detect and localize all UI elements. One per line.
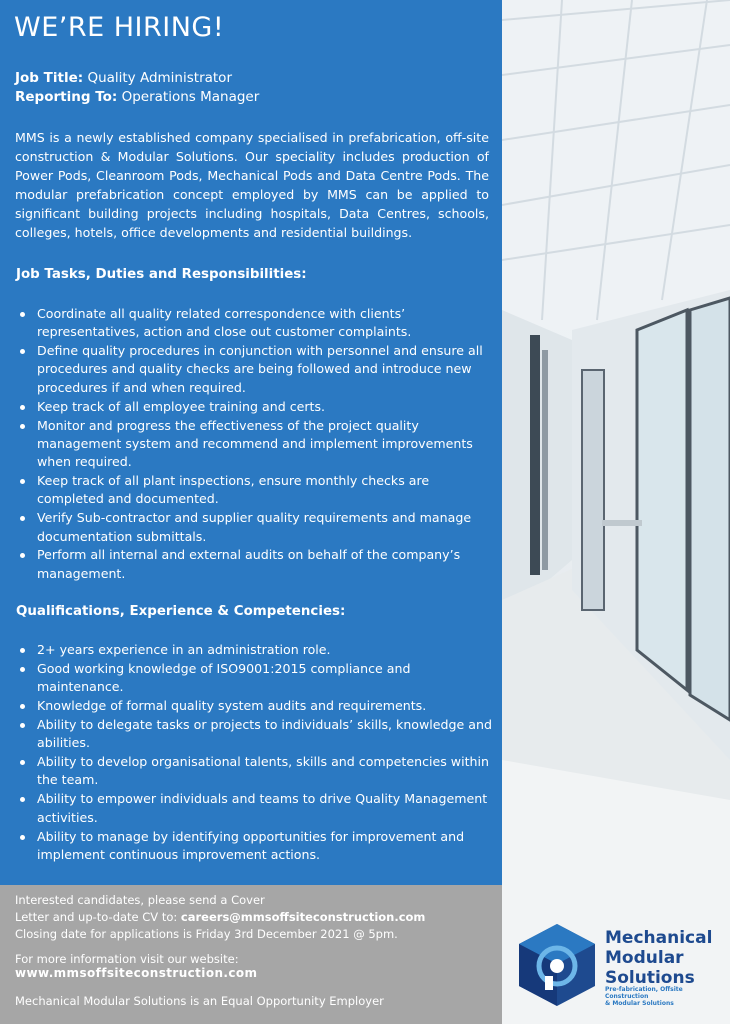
page-title: WE’RE HIRING! <box>14 12 225 43</box>
logo-cube-icon <box>515 920 600 1010</box>
list-item: Good working knowledge of ISO9001:2015 compliance and maintenance. <box>15 660 495 697</box>
list-item: Keep track of all employee training and certs. <box>15 398 495 416</box>
quals-heading: Qualifications, Experience & Competencies: <box>16 604 346 619</box>
contact-footer <box>0 885 502 1024</box>
list-item: Keep track of all plant inspections, ensure monthly checks are completed and documented. <box>15 472 495 509</box>
corridor-photo <box>502 0 730 1024</box>
list-item: Define quality procedures in conjunction with personnel and ensure all procedures and quality checks are being followed and introduce new procedures if and when required. <box>15 342 495 397</box>
equal-opportunity-text: Mechanical Modular Solutions is an Equal Opportunity Employer <box>15 994 384 1008</box>
bullet-icon <box>20 516 25 521</box>
bullet-icon <box>20 835 25 840</box>
list-item: Verify Sub-contractor and supplier quality requirements and manage documentation submittals. <box>15 509 495 546</box>
bullet-icon <box>20 667 25 672</box>
list-item: Coordinate all quality related correspondence with clients’ representatives, action and close out customer complaints. <box>15 305 495 342</box>
list-item: Monitor and progress the effectiveness of the project quality management system and recommend and implement improvements when required. <box>15 417 495 472</box>
bullet-icon <box>20 648 25 653</box>
quals-list <box>15 641 495 865</box>
tasks-list <box>15 305 495 584</box>
bullet-icon <box>20 723 25 728</box>
bullet-icon <box>20 405 25 410</box>
bullet-icon <box>20 704 25 709</box>
company-intro: MMS is a newly established company specialised in prefabrication, off-site construction & Modular Solutions. Our speciality includes production of Power Pods, Cleanroom Pods, Mechanical Pods and Data Centre Pods. The modular prefabrication concept employed by MMS can be applied to significant building projects including hospitals, Data Centres, schools, colleges, hotels, office developments and residential buildings. <box>15 130 489 240</box>
contact-line-1: Interested candidates, please send a Cover <box>15 893 265 907</box>
bullet-icon <box>20 479 25 484</box>
reporting-value: Operations Manager <box>121 89 260 105</box>
website-label: For more information visit our website: <box>15 952 239 966</box>
list-item: Perform all internal and external audits on behalf of the company’s management. <box>15 546 495 583</box>
bullet-icon <box>20 312 25 317</box>
email-link[interactable]: careers@mmsoffsiteconstruction.com <box>180 910 426 924</box>
closing-date: Closing date for applications is Friday 3rd December 2021 @ 5pm. <box>15 927 398 941</box>
website-link[interactable]: www.mmsoffsiteconstruction.com <box>15 966 258 980</box>
bullet-icon <box>20 349 25 354</box>
list-item: Knowledge of formal quality system audits and requirements. <box>15 697 495 715</box>
reporting-row <box>15 88 259 107</box>
bullet-icon <box>20 797 25 802</box>
contact-line-2: Letter and up-to-date CV to: careers@mmsoffsiteconstruction.com <box>15 910 426 924</box>
logo-brand: Mechanical Modular Solutions <box>605 928 713 988</box>
logo-tagline: Pre-fabrication, Offsite Construction & Modular Solutions <box>605 986 683 1007</box>
contact-info <box>15 892 425 943</box>
job-title-value: Quality Administrator <box>87 70 232 86</box>
tasks-heading: Job Tasks, Duties and Responsibilities: <box>16 267 307 282</box>
job-meta <box>15 69 259 107</box>
company-logo <box>515 920 720 1010</box>
list-item: Ability to manage by identifying opportunities for improvement and implement continuous improvement actions. <box>15 828 495 865</box>
job-title-label: Job Title: <box>15 70 84 86</box>
list-item: Ability to develop organisational talents, skills and competencies within the team. <box>15 753 495 790</box>
bullet-icon <box>20 553 25 558</box>
list-item: Ability to empower individuals and teams to drive Quality Management activities. <box>15 790 495 827</box>
list-item: 2+ years experience in an administration role. <box>15 641 495 659</box>
reporting-label: Reporting To: <box>15 89 118 105</box>
bullet-icon <box>20 424 25 429</box>
bullet-icon <box>20 760 25 765</box>
list-item: Ability to delegate tasks or projects to individuals’ skills, knowledge and abilities. <box>15 716 495 753</box>
job-title-row <box>15 69 259 88</box>
